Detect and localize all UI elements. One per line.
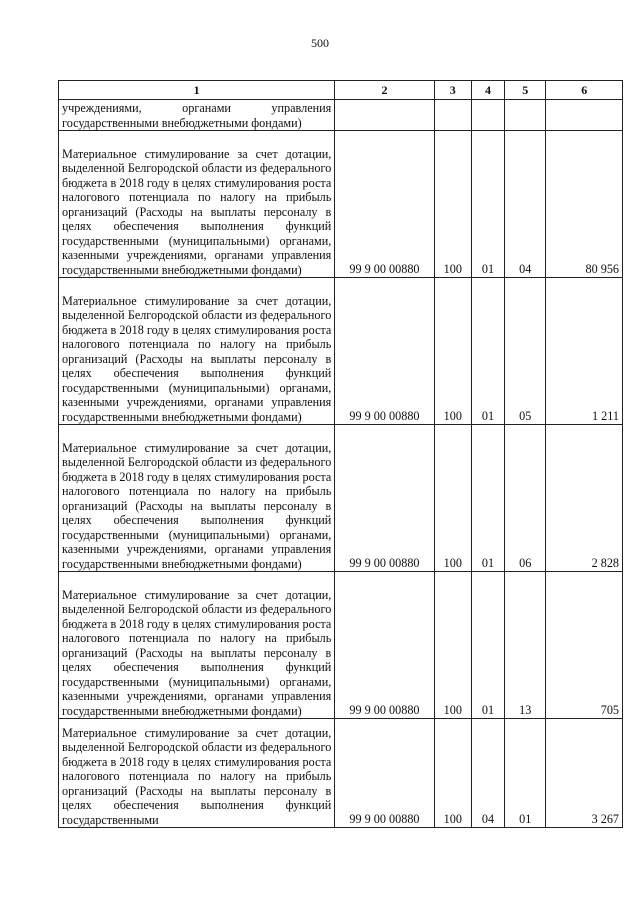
- row-expense-type: 100: [434, 572, 471, 719]
- header-col-5: 5: [505, 81, 546, 100]
- row-amount: 1 211: [546, 278, 623, 425]
- header-col-4: 4: [471, 81, 504, 100]
- row-description: Материальное стимулирование за счет дотации, выделенной Белгородской области из федерального бюджета в 2018 году в целях стимулирования роста налогового потенциала по налогу на прибыль организаций (Расходы на выплаты персоналу в целях обеспечения выполнения функций государственными (муниципальными) органами, казенными учреждениями, органами управления государственными внебюджетными фондами): [59, 425, 335, 572]
- row-section: 01: [471, 425, 504, 572]
- empty-cell: [471, 100, 504, 131]
- table-row: [59, 572, 623, 719]
- row-target-code: 99 9 00 00880: [335, 425, 434, 572]
- row-amount: 3 267: [546, 719, 623, 828]
- row-subsection: 05: [505, 278, 546, 425]
- empty-cell: [505, 100, 546, 131]
- row-target-code: 99 9 00 00880: [335, 131, 434, 278]
- row-description: Материальное стимулирование за счет дотации, выделенной Белгородской области из федерального бюджета в 2018 году в целях стимулирования роста налогового потенциала по налогу на прибыль организаций (Расходы на выплаты персоналу в целях обеспечения выполнения функций государственными (муниципальными) органами, казенными учреждениями, органами управления государственными внебюджетными фондами): [59, 278, 335, 425]
- table-row: [59, 425, 623, 572]
- row-amount: 705: [546, 572, 623, 719]
- row-subsection: 13: [505, 572, 546, 719]
- empty-cell: [335, 100, 434, 131]
- table-header-row: [59, 81, 623, 100]
- row-section: 01: [471, 572, 504, 719]
- empty-cell: [434, 100, 471, 131]
- empty-cell: [546, 100, 623, 131]
- row-subsection: 01: [505, 719, 546, 828]
- table-row: [59, 719, 623, 828]
- row-target-code: 99 9 00 00880: [335, 278, 434, 425]
- row-subsection: 04: [505, 131, 546, 278]
- row-amount: 80 956: [546, 131, 623, 278]
- header-col-1: 1: [59, 81, 335, 100]
- row-section: 01: [471, 278, 504, 425]
- row-target-code: 99 9 00 00880: [335, 572, 434, 719]
- row-subsection: 06: [505, 425, 546, 572]
- header-col-6: 6: [546, 81, 623, 100]
- table-row-continuation: [59, 100, 623, 131]
- row-amount: 2 828: [546, 425, 623, 572]
- row-target-code: 99 9 00 00880: [335, 719, 434, 828]
- row-section: 01: [471, 131, 504, 278]
- row-expense-type: 100: [434, 719, 471, 828]
- table-row: [59, 131, 623, 278]
- continuation-description: учреждениями, органами управления государственными внебюджетными фондами): [59, 100, 335, 131]
- header-col-3: 3: [434, 81, 471, 100]
- header-col-2: 2: [335, 81, 434, 100]
- row-expense-type: 100: [434, 425, 471, 572]
- row-description: Материальное стимулирование за счет дотации, выделенной Белгородской области из федерального бюджета в 2018 году в целях стимулирования роста налогового потенциала по налогу на прибыль организаций (Расходы на выплаты персоналу в целях обеспечения выполнения функций государственными (муниципальными) органами, казенными учреждениями, органами управления государственными внебюджетными фондами): [59, 572, 335, 719]
- row-expense-type: 100: [434, 278, 471, 425]
- budget-table: [58, 80, 623, 828]
- row-expense-type: 100: [434, 131, 471, 278]
- row-description: Материальное стимулирование за счет дотации, выделенной Белгородской области из федерального бюджета в 2018 году в целях стимулирования роста налогового потенциала по налогу на прибыль организаций (Расходы на выплаты персоналу в целях обеспечения выполнения функций государственными (муниципальными) органами, казенными учреждениями, органами управления государственными внебюджетными фондами): [59, 131, 335, 278]
- row-section: 04: [471, 719, 504, 828]
- row-description: Материальное стимулирование за счет дотации, выделенной Белгородской области из федерального бюджета в 2018 году в целях стимулирования роста налогового потенциала по налогу на прибыль организаций (Расходы на выплаты персоналу в целях обеспечения выполнения функций государственными: [59, 719, 335, 828]
- page-number: 500: [311, 36, 329, 50]
- table-row: [59, 278, 623, 425]
